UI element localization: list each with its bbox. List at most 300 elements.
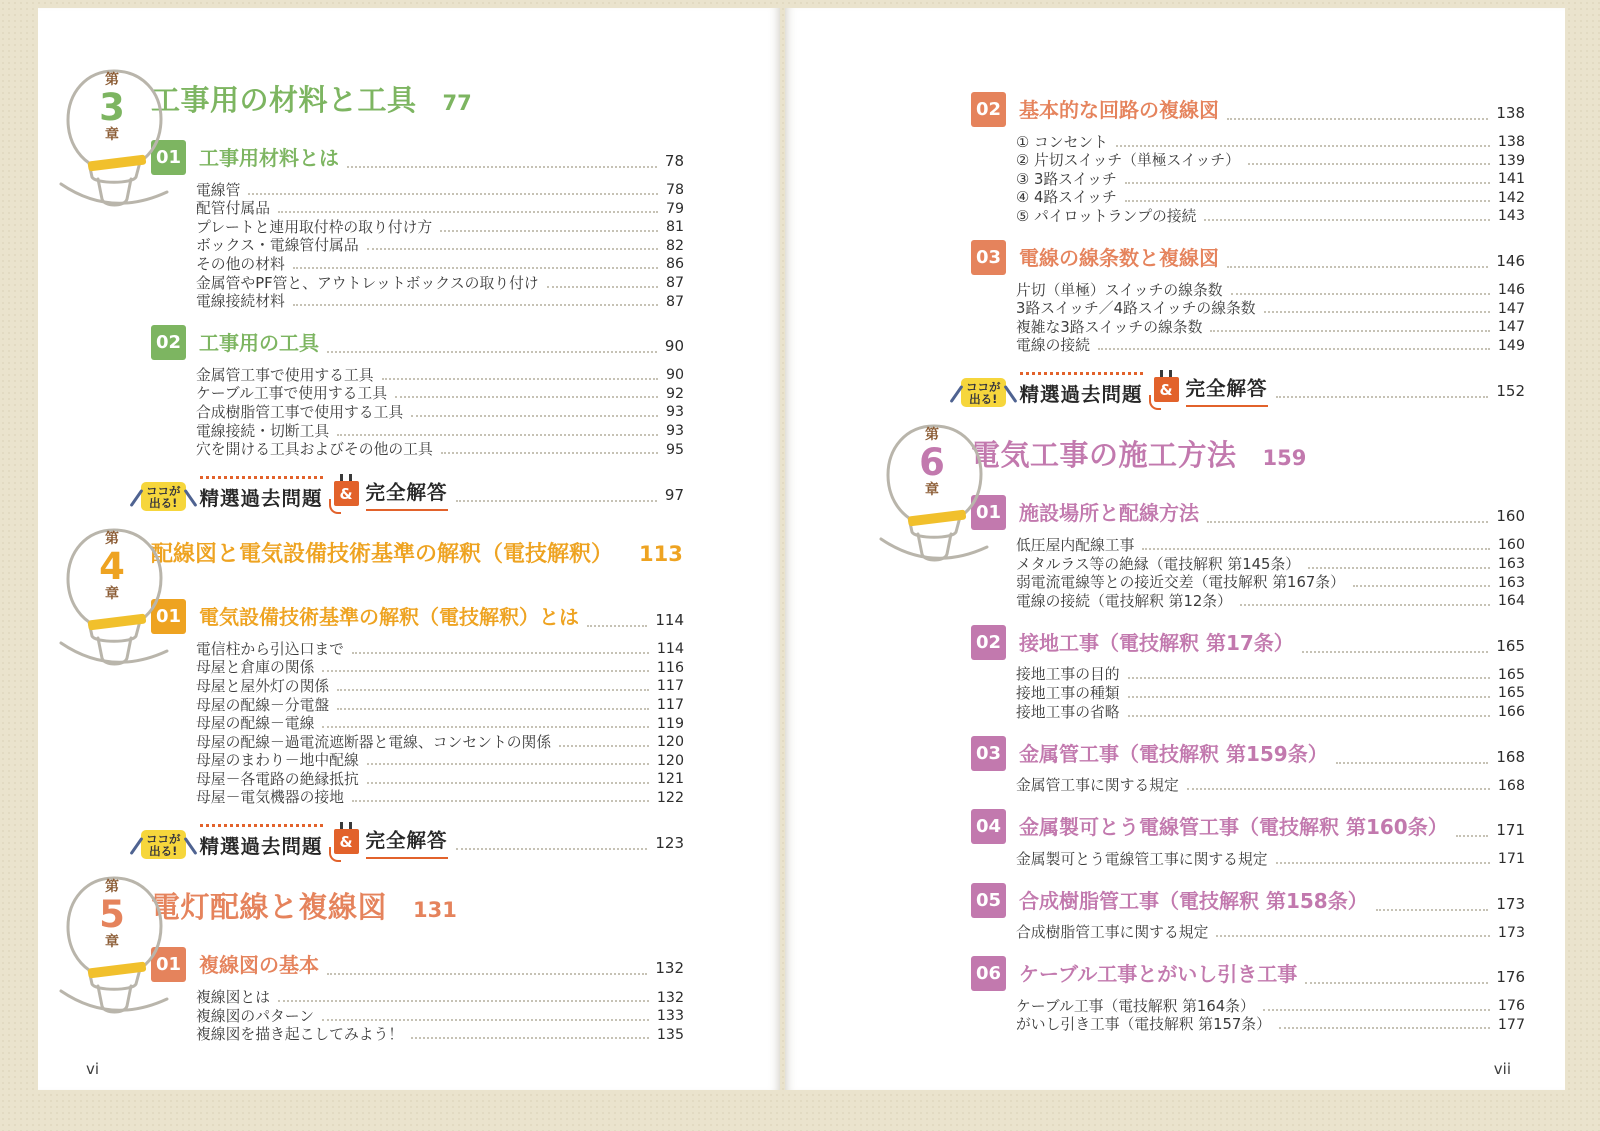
dotted-leader bbox=[327, 973, 647, 975]
toc-section bbox=[971, 956, 1525, 1034]
item-title: 母屋の配線－過電流遮断器と電線、コンセントの関係 bbox=[196, 733, 552, 751]
item-page-number: 133 bbox=[656, 1008, 684, 1025]
dotted-leader bbox=[587, 625, 647, 627]
item-page-number: 117 bbox=[656, 697, 684, 713]
toc-section bbox=[971, 809, 1525, 869]
toc-item bbox=[196, 752, 684, 771]
plug-ampersand-icon: & bbox=[334, 481, 359, 506]
item-title: 配管付属品 bbox=[196, 200, 270, 218]
quiz-entry bbox=[955, 365, 1525, 407]
section-items bbox=[151, 181, 684, 311]
item-page-number: 166 bbox=[1497, 704, 1525, 720]
toc-item bbox=[196, 677, 684, 696]
section-items bbox=[971, 924, 1525, 943]
section-page-number: 78 bbox=[664, 152, 684, 170]
chapter-heading bbox=[99, 72, 684, 143]
item-title: ④ 4路スイッチ bbox=[1016, 189, 1117, 207]
toc-item bbox=[1016, 555, 1525, 574]
toc-item bbox=[196, 422, 684, 441]
item-title: 電線管 bbox=[196, 181, 241, 199]
item-page-number: 116 bbox=[656, 659, 684, 676]
toc-item bbox=[196, 696, 684, 715]
toc-section bbox=[971, 625, 1525, 722]
item-page-number: 135 bbox=[656, 1026, 684, 1043]
item-title: 電信柱から引込口まで bbox=[196, 640, 344, 658]
dotted-leader bbox=[293, 304, 658, 306]
item-title: 母屋の配線－電線 bbox=[196, 715, 315, 733]
quiz-page-number: 123 bbox=[655, 834, 684, 853]
item-title: ② 片切スイッチ（単極スイッチ） bbox=[1016, 152, 1240, 170]
section-title: 基本的な回路の複線図 bbox=[1019, 98, 1219, 122]
section-items bbox=[971, 281, 1525, 355]
dotted-leader bbox=[1456, 835, 1489, 837]
toc-item bbox=[196, 366, 684, 385]
toc-item bbox=[196, 1007, 684, 1026]
toc-item bbox=[196, 640, 684, 659]
item-title: 金属管工事に関する規定 bbox=[1016, 777, 1179, 795]
quiz-label-answers: 完全解答 bbox=[366, 825, 448, 859]
speech-bubble bbox=[961, 378, 1006, 407]
dotted-leader bbox=[1276, 396, 1489, 398]
item-page-number: 176 bbox=[1497, 998, 1525, 1015]
item-page-number: 143 bbox=[1497, 208, 1525, 225]
toc-section bbox=[151, 140, 684, 311]
section-items bbox=[971, 777, 1525, 796]
dotted-leader bbox=[337, 708, 649, 710]
toc-section bbox=[971, 92, 1525, 226]
section-number-badge: 03 bbox=[971, 240, 1006, 275]
dotted-leader bbox=[1276, 862, 1490, 864]
dotted-leader bbox=[322, 1019, 649, 1021]
section-page-number: 114 bbox=[655, 611, 684, 630]
toc-item bbox=[196, 218, 684, 237]
dotted-leader bbox=[1210, 330, 1490, 332]
toc-section bbox=[971, 495, 1525, 610]
chapter-suffix: 章 bbox=[105, 127, 119, 143]
dotted-leader bbox=[411, 1037, 649, 1039]
bubble-text-top: ココが bbox=[146, 484, 181, 499]
dotted-leader bbox=[1227, 266, 1488, 268]
section-page-number: 160 bbox=[1496, 507, 1525, 526]
dotted-leader bbox=[1204, 219, 1489, 221]
section-page-number: 132 bbox=[655, 959, 684, 978]
item-title: ボックス・電線管付属品 bbox=[196, 237, 359, 255]
chapter-page-number: 77 bbox=[442, 91, 472, 115]
item-title: メタルラス等の絶縁（電技解釈 第145条） bbox=[1016, 555, 1301, 573]
item-title: ③ 3路スイッチ bbox=[1016, 170, 1117, 188]
dotted-leader bbox=[411, 415, 658, 417]
dotted-leader bbox=[1264, 311, 1490, 313]
section-number-badge: 01 bbox=[971, 495, 1006, 530]
item-title: 穴を開ける工具およびその他の工具 bbox=[196, 441, 433, 459]
toc-item bbox=[1016, 850, 1525, 869]
item-page-number: 160 bbox=[1497, 537, 1525, 554]
chapter-heading bbox=[99, 879, 684, 951]
toc-item bbox=[1016, 281, 1525, 300]
item-title: 金属管工事で使用する工具 bbox=[196, 366, 374, 384]
chapter-number: 3 bbox=[99, 86, 125, 129]
section-page-number: 138 bbox=[1496, 104, 1525, 122]
table-of-contents-right bbox=[785, 8, 1565, 1034]
dotted-leader bbox=[1279, 1027, 1490, 1029]
item-title: 金属管やPF管と、アウトレットボックスの取り付け bbox=[196, 274, 539, 292]
quiz-label-past-questions: 精選過去問題 bbox=[200, 476, 323, 511]
section-items bbox=[151, 366, 684, 459]
item-title: 合成樹脂管工事に関する規定 bbox=[1016, 924, 1209, 942]
quiz-entry bbox=[135, 817, 684, 859]
item-page-number: 121 bbox=[656, 771, 684, 788]
dotted-leader bbox=[278, 1000, 649, 1002]
dotted-leader bbox=[1305, 982, 1488, 984]
section-page-number: 168 bbox=[1496, 747, 1525, 766]
item-page-number: 163 bbox=[1497, 574, 1525, 591]
section-items bbox=[971, 850, 1525, 869]
item-title: 電線の接続 bbox=[1016, 337, 1090, 355]
dotted-leader bbox=[337, 434, 658, 436]
item-page-number: 90 bbox=[665, 367, 684, 384]
item-title: 金属製可とう電線管工事に関する規定 bbox=[1016, 850, 1268, 868]
toc-item bbox=[1016, 170, 1525, 189]
toc-item bbox=[1016, 592, 1525, 611]
item-title: 弱電流電線等との接近交差（電技解釈 第167条） bbox=[1016, 574, 1345, 592]
item-title: 接地工事の種類 bbox=[1016, 684, 1120, 702]
section-title: 工事用材料とは bbox=[199, 146, 339, 170]
koko-ga-deru-badge bbox=[135, 476, 448, 511]
toc-item bbox=[196, 1026, 684, 1045]
section-page-number: 146 bbox=[1496, 251, 1525, 270]
dotted-leader bbox=[547, 286, 658, 288]
toc-section bbox=[151, 947, 684, 1044]
plug-ampersand-icon: & bbox=[334, 829, 359, 854]
section-number-badge: 02 bbox=[971, 625, 1006, 660]
item-title: 合成樹脂管工事で使用する工具 bbox=[196, 403, 404, 421]
item-page-number: 114 bbox=[656, 641, 684, 658]
item-page-number: 163 bbox=[1497, 556, 1525, 573]
section-items bbox=[151, 988, 684, 1044]
toc-item bbox=[196, 770, 684, 789]
quiz-label-answers: 完全解答 bbox=[366, 477, 448, 511]
dotted-leader bbox=[1336, 762, 1489, 764]
toc-item bbox=[196, 403, 684, 422]
dotted-leader bbox=[1142, 548, 1490, 550]
section-items bbox=[971, 997, 1525, 1034]
speech-bubble bbox=[141, 482, 186, 511]
bubble-text-top: ココが bbox=[146, 832, 181, 847]
section-title: 接地工事（電技解釈 第17条） bbox=[1019, 630, 1294, 655]
dotted-leader bbox=[1263, 1009, 1490, 1011]
dotted-leader bbox=[1207, 521, 1488, 523]
dotted-leader bbox=[1128, 677, 1490, 679]
item-title: 複雑な3路スイッチの線条数 bbox=[1016, 318, 1203, 336]
toc-item bbox=[196, 293, 684, 312]
chapter-number: 6 bbox=[919, 441, 945, 485]
item-title: 母屋－各電路の絶縁抵抗 bbox=[196, 770, 359, 788]
chapter-page-number: 113 bbox=[639, 542, 683, 567]
toc-item bbox=[1016, 997, 1525, 1016]
page-folio-right: vii bbox=[1493, 1060, 1511, 1078]
item-title: ⑤ パイロットランプの接続 bbox=[1016, 207, 1197, 225]
toc-item bbox=[196, 181, 684, 200]
speech-bubble bbox=[141, 830, 186, 859]
item-page-number: 78 bbox=[665, 182, 684, 199]
chapter-title: 配線図と電気設備技術基準の解釈（電技解釈） bbox=[151, 542, 614, 568]
quiz-entry bbox=[135, 469, 684, 511]
item-title: がいし引き工事（電技解釈 第157条） bbox=[1016, 1016, 1271, 1034]
section-number-badge: 02 bbox=[151, 325, 186, 360]
bubble-text-bottom: 出る! bbox=[149, 844, 178, 859]
koko-ga-deru-badge bbox=[955, 372, 1268, 407]
dotted-leader bbox=[322, 726, 649, 728]
item-title: 接地工事の目的 bbox=[1016, 666, 1120, 684]
dotted-leader bbox=[1125, 182, 1490, 184]
item-page-number: 177 bbox=[1497, 1016, 1525, 1033]
section-title: 工事用の工具 bbox=[199, 331, 319, 356]
item-page-number: 139 bbox=[1497, 152, 1525, 169]
toc-section bbox=[151, 325, 684, 459]
item-title: 電線の接続（電技解釈 第12条） bbox=[1016, 592, 1232, 610]
toc-item bbox=[1016, 703, 1525, 722]
item-page-number: 164 bbox=[1497, 593, 1525, 610]
chapter-prefix: 第 bbox=[925, 427, 939, 444]
toc-item bbox=[196, 988, 684, 1007]
toc-item bbox=[196, 733, 684, 752]
section-title: 施設場所と配線方法 bbox=[1019, 501, 1199, 526]
item-page-number: 141 bbox=[1497, 171, 1525, 188]
chapter-suffix: 章 bbox=[925, 482, 939, 499]
section-items bbox=[971, 133, 1525, 226]
section-page-number: 171 bbox=[1496, 821, 1525, 840]
quiz-page-number: 97 bbox=[664, 486, 684, 505]
item-title: ケーブル工事（電技解釈 第164条） bbox=[1016, 997, 1255, 1015]
chapter-heading bbox=[919, 427, 1525, 499]
right-page bbox=[785, 8, 1565, 1090]
bubble-text-bottom: 出る! bbox=[149, 496, 178, 511]
item-title: 母屋のまわり－地中配線 bbox=[196, 752, 359, 770]
section-number-badge: 01 bbox=[151, 140, 186, 175]
item-title: 複線図を描き起こしてみよう！ bbox=[196, 1026, 404, 1044]
section-page-number: 173 bbox=[1496, 894, 1525, 913]
dotted-leader bbox=[1248, 163, 1490, 165]
toc-item bbox=[1016, 152, 1525, 171]
dotted-leader bbox=[382, 378, 658, 380]
section-title: 電気設備技術基準の解釈（電技解釈）とは bbox=[199, 605, 579, 630]
item-page-number: 95 bbox=[665, 441, 684, 458]
table-of-contents-left bbox=[38, 8, 780, 1044]
left-page bbox=[38, 8, 780, 1090]
toc-item bbox=[196, 715, 684, 734]
toc-item bbox=[1016, 536, 1525, 555]
dotted-leader bbox=[1128, 715, 1490, 717]
quiz-label-past-questions: 精選過去問題 bbox=[200, 824, 323, 859]
toc-item bbox=[1016, 666, 1525, 685]
toc-item bbox=[1016, 318, 1525, 337]
item-title: 電線接続材料 bbox=[196, 293, 285, 311]
toc-item bbox=[1016, 133, 1525, 152]
dotted-leader bbox=[1227, 118, 1488, 120]
dotted-leader bbox=[347, 166, 657, 168]
dotted-leader bbox=[395, 396, 658, 398]
toc-item bbox=[1016, 300, 1525, 319]
chapter-prefix: 第 bbox=[105, 879, 119, 896]
item-page-number: 173 bbox=[1497, 924, 1525, 941]
section-page-number: 176 bbox=[1496, 968, 1525, 987]
item-page-number: 171 bbox=[1497, 851, 1525, 868]
chapter-suffix: 章 bbox=[105, 934, 119, 951]
item-page-number: 120 bbox=[656, 752, 684, 769]
dotted-leader bbox=[367, 763, 649, 765]
section-page-number: 165 bbox=[1496, 636, 1525, 655]
item-title: 電線接続・切断工具 bbox=[196, 422, 330, 440]
section-title: 合成樹脂管工事（電技解釈 第158条） bbox=[1019, 888, 1368, 913]
dotted-leader bbox=[1098, 348, 1490, 350]
item-page-number: 146 bbox=[1497, 282, 1525, 299]
section-number-badge: 03 bbox=[971, 736, 1006, 771]
toc-item bbox=[1016, 189, 1525, 208]
dotted-leader bbox=[441, 452, 658, 454]
quiz-page-number: 152 bbox=[1496, 382, 1525, 401]
dotted-leader bbox=[1187, 788, 1490, 790]
toc-item bbox=[196, 441, 684, 460]
toc-item bbox=[196, 274, 684, 293]
chapter-title: 電気工事の施工方法 bbox=[971, 438, 1237, 473]
toc-item bbox=[196, 255, 684, 274]
section-number-badge: 02 bbox=[971, 92, 1006, 127]
dotted-leader bbox=[1353, 585, 1490, 587]
toc-item bbox=[1016, 207, 1525, 226]
item-page-number: 82 bbox=[665, 237, 684, 254]
item-title: 接地工事の省略 bbox=[1016, 703, 1120, 721]
dotted-leader bbox=[1302, 651, 1489, 653]
dotted-leader bbox=[293, 267, 658, 269]
item-title: 片切（単極）スイッチの線条数 bbox=[1016, 281, 1223, 299]
chapter-heading bbox=[99, 531, 684, 603]
toc-item bbox=[1016, 337, 1525, 356]
chapter-title: 工事用の材料と工具 bbox=[151, 83, 417, 117]
item-title: 複線図とは bbox=[196, 989, 270, 1007]
toc-item bbox=[1016, 1016, 1525, 1035]
section-items bbox=[971, 666, 1525, 722]
quiz-label-past-questions: 精選過去問題 bbox=[1020, 372, 1143, 407]
toc-item bbox=[196, 200, 684, 219]
toc-item bbox=[1016, 574, 1525, 593]
toc-item bbox=[196, 237, 684, 256]
toc-item bbox=[196, 385, 684, 404]
item-page-number: 122 bbox=[656, 789, 684, 806]
chapter-page-number: 159 bbox=[1262, 446, 1307, 471]
dotted-leader bbox=[248, 193, 658, 195]
item-page-number: 92 bbox=[665, 385, 684, 402]
section-number-badge: 04 bbox=[971, 809, 1006, 844]
item-page-number: 138 bbox=[1497, 134, 1525, 151]
item-title: 母屋－電気機器の接地 bbox=[196, 789, 344, 807]
toc-item bbox=[1016, 777, 1525, 796]
section-items bbox=[971, 536, 1525, 610]
dotted-leader bbox=[367, 782, 649, 784]
section-title: 金属管工事（電技解釈 第159条） bbox=[1019, 741, 1328, 766]
item-page-number: 147 bbox=[1497, 319, 1525, 336]
item-title: ① コンセント bbox=[1016, 133, 1108, 151]
bubble-text-top: ココが bbox=[966, 380, 1001, 395]
item-page-number: 147 bbox=[1497, 300, 1525, 317]
item-page-number: 79 bbox=[665, 200, 684, 217]
section-number-badge: 05 bbox=[971, 883, 1006, 918]
item-title: 母屋と倉庫の関係 bbox=[196, 659, 315, 677]
item-page-number: 117 bbox=[656, 678, 684, 695]
section-title: 電線の線条数と複線図 bbox=[1019, 245, 1219, 270]
item-page-number: 86 bbox=[665, 256, 684, 273]
dotted-leader bbox=[1240, 604, 1490, 606]
dotted-leader bbox=[1308, 567, 1490, 569]
dotted-leader bbox=[1231, 293, 1490, 295]
toc-item bbox=[196, 659, 684, 678]
chapter-title: 電灯配線と複線図 bbox=[151, 890, 388, 925]
page-folio-left: vi bbox=[86, 1060, 100, 1078]
item-page-number: 132 bbox=[656, 989, 684, 1006]
item-title: 3路スイッチ／4路スイッチの線条数 bbox=[1016, 300, 1256, 318]
quiz-label-answers: 完全解答 bbox=[1186, 373, 1268, 407]
toc-section bbox=[971, 736, 1525, 796]
chapter-prefix: 第 bbox=[105, 531, 119, 548]
item-page-number: 149 bbox=[1497, 337, 1525, 354]
item-page-number: 165 bbox=[1497, 685, 1525, 702]
item-page-number: 119 bbox=[656, 715, 684, 732]
dotted-leader bbox=[367, 248, 658, 250]
chapter-number: 4 bbox=[99, 545, 125, 589]
section-items bbox=[151, 640, 684, 807]
toc-section bbox=[151, 599, 684, 807]
item-title: ケーブル工事で使用する工具 bbox=[196, 385, 388, 403]
item-title: 複線図のパターン bbox=[196, 1007, 315, 1025]
item-title: 母屋の配線－分電盤 bbox=[196, 696, 330, 714]
dotted-leader bbox=[1116, 145, 1490, 147]
chapter-prefix: 第 bbox=[105, 72, 119, 88]
toc-section bbox=[971, 883, 1525, 943]
item-title: その他の材料 bbox=[196, 255, 285, 273]
dotted-leader bbox=[337, 689, 649, 691]
chapter-number: 5 bbox=[99, 893, 125, 937]
section-number-badge: 01 bbox=[151, 947, 186, 982]
item-page-number: 93 bbox=[665, 404, 684, 421]
dotted-leader bbox=[1128, 696, 1490, 698]
dotted-leader bbox=[456, 500, 657, 502]
section-title: ケーブル工事とがいし引き工事 bbox=[1019, 962, 1298, 987]
item-page-number: 165 bbox=[1497, 666, 1525, 683]
item-page-number: 87 bbox=[665, 275, 684, 292]
dotted-leader bbox=[327, 351, 657, 353]
item-title: 低圧屋内配線工事 bbox=[1016, 536, 1135, 554]
dotted-leader bbox=[456, 848, 648, 850]
dotted-leader bbox=[352, 800, 649, 802]
dotted-leader bbox=[1376, 909, 1489, 911]
item-title: プレートと連用取付枠の取り付け方 bbox=[196, 218, 433, 236]
dotted-leader bbox=[1216, 935, 1490, 937]
dotted-leader bbox=[1125, 200, 1490, 202]
section-number-badge: 01 bbox=[151, 599, 186, 634]
section-page-number: 90 bbox=[664, 337, 684, 356]
dotted-leader bbox=[278, 211, 658, 213]
section-title: 金属製可とう電線管工事（電技解釈 第160条） bbox=[1019, 815, 1448, 840]
dotted-leader bbox=[559, 745, 649, 747]
toc-item bbox=[196, 789, 684, 808]
item-page-number: 120 bbox=[656, 734, 684, 751]
dotted-leader bbox=[322, 670, 649, 672]
dotted-leader bbox=[352, 652, 649, 654]
item-page-number: 142 bbox=[1497, 189, 1525, 206]
section-title: 複線図の基本 bbox=[199, 953, 319, 978]
plug-ampersand-icon: & bbox=[1154, 377, 1179, 402]
bubble-text-bottom: 出る! bbox=[969, 392, 998, 407]
item-page-number: 87 bbox=[665, 293, 684, 310]
